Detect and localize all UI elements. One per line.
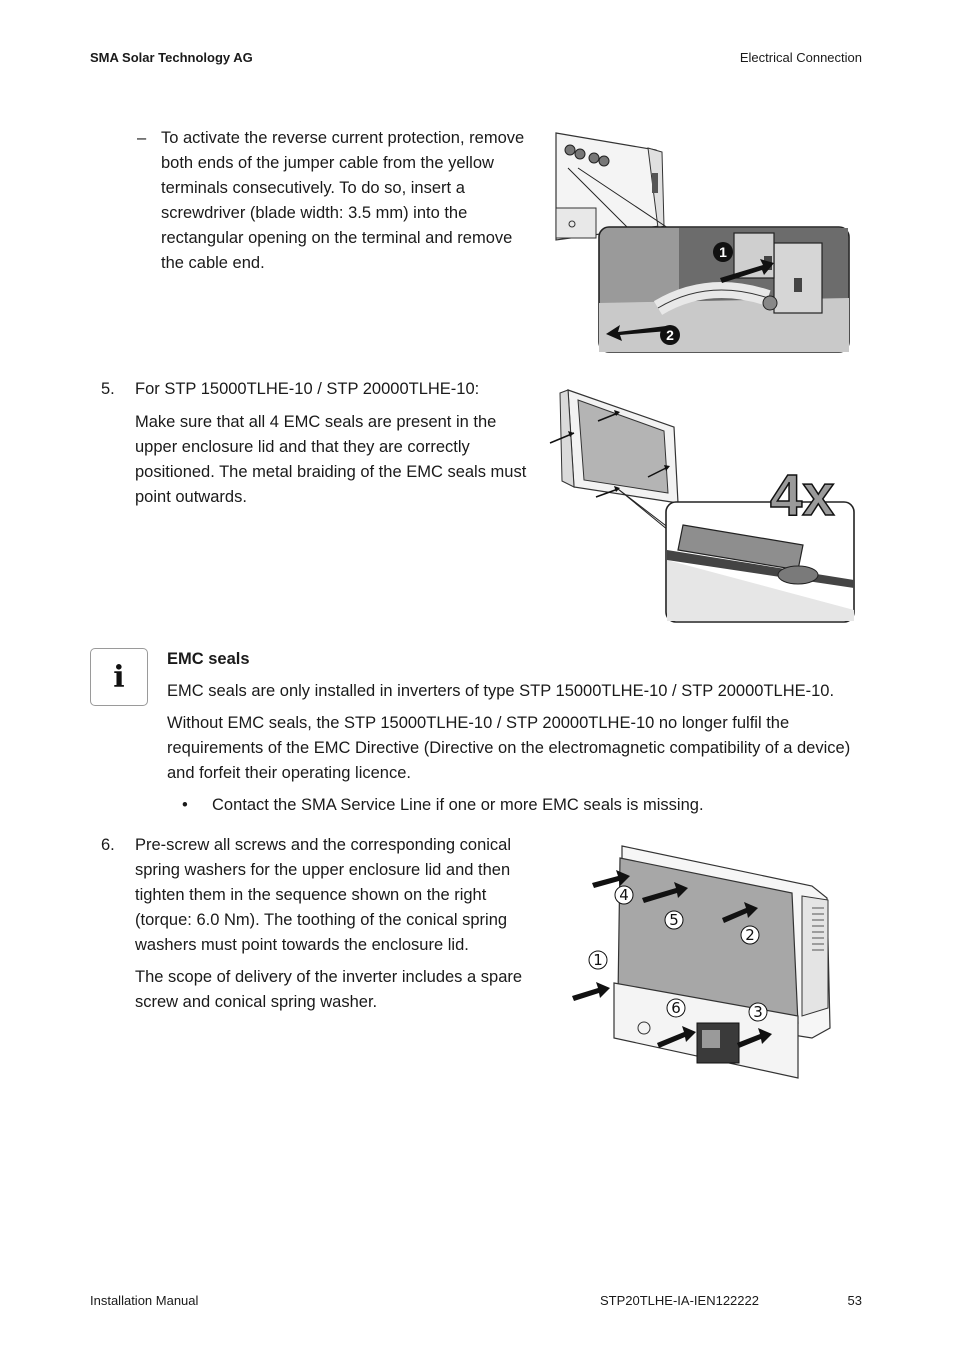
bullet-marker: • bbox=[182, 796, 188, 814]
step-6-content bbox=[135, 833, 527, 1022]
screw-label-2: 2 bbox=[745, 926, 755, 944]
dash-item-text: To activate the reverse current protection, remove both ends of the jumper cable from the yellow terminals consecutively. To do so, insert a screwdriver (blade width: 3.5 mm) into the rectangular opening on the terminal and remove the cable end. bbox=[161, 129, 525, 272]
step-6-para-1: Pre-screw all screws and the corresponding conical spring washers for the upper enclosure lid and then tighten them in the sequence shown on the right (torque: 6.0 Nm). The toothing of the conical spring washers must point towards the enclosure lid. bbox=[135, 836, 512, 954]
screw-label-5: 5 bbox=[669, 911, 679, 929]
footer-page-number: 53 bbox=[847, 1293, 862, 1308]
step-5-content bbox=[135, 377, 535, 517]
info-para-1: EMC seals are only installed in inverters of type STP 15000TLHE-10 / STP 20000TLHE-10. bbox=[167, 682, 835, 700]
header-section: Electrical Connection bbox=[739, 50, 862, 65]
step-5-number: 5. bbox=[101, 380, 115, 398]
step-5-heading: For STP 15000TLHE-10 / STP 20000TLHE-10: bbox=[135, 380, 480, 398]
callout-1: 1 bbox=[719, 244, 727, 260]
info-para-2: Without EMC seals, the STP 15000TLHE-10 / STP 20000TLHE-10 no longer fulfil the requirements of the EMC Directive (Directive on the electromagnetic compatibility of a device) and forfeit their operating licence. bbox=[167, 714, 851, 782]
step-6-number: 6. bbox=[101, 836, 115, 854]
info-title: EMC seals bbox=[167, 650, 250, 668]
multiplier-label: 4x bbox=[770, 463, 835, 528]
step-6-para-2: The scope of delivery of the inverter includes a spare screw and conical spring washer. bbox=[135, 968, 523, 1011]
header-company: SMA Solar Technology AG bbox=[90, 50, 253, 65]
info-bullet-item bbox=[182, 793, 867, 818]
callout-2: 2 bbox=[666, 327, 674, 343]
screw-label-6: 6 bbox=[671, 999, 681, 1017]
screw-label-1: 1 bbox=[593, 951, 603, 969]
info-content bbox=[167, 647, 867, 818]
info-icon-glyph: i bbox=[113, 659, 125, 695]
info-bullet-text: Contact the SMA Service Line if one or more EMC seals is missing. bbox=[212, 796, 704, 814]
screw-sequence-figure bbox=[562, 838, 842, 1088]
info-icon bbox=[90, 648, 148, 706]
footer-doc-code: STP20TLHE-IA-IEN122222 bbox=[600, 1293, 759, 1308]
step-5-text: Make sure that all 4 EMC seals are present in the upper enclosure lid and that they are correctly positioned. The metal braiding of the EMC seals must point outwards. bbox=[135, 413, 527, 506]
emc-seals-figure bbox=[548, 385, 858, 625]
jumper-cable-figure bbox=[548, 128, 854, 356]
dash-marker: – bbox=[137, 129, 147, 147]
footer-manual: Installation Manual bbox=[90, 1293, 199, 1308]
screw-label-4: 4 bbox=[619, 886, 629, 904]
screw-label-3: 3 bbox=[753, 1003, 763, 1021]
dash-list-item bbox=[137, 126, 537, 276]
